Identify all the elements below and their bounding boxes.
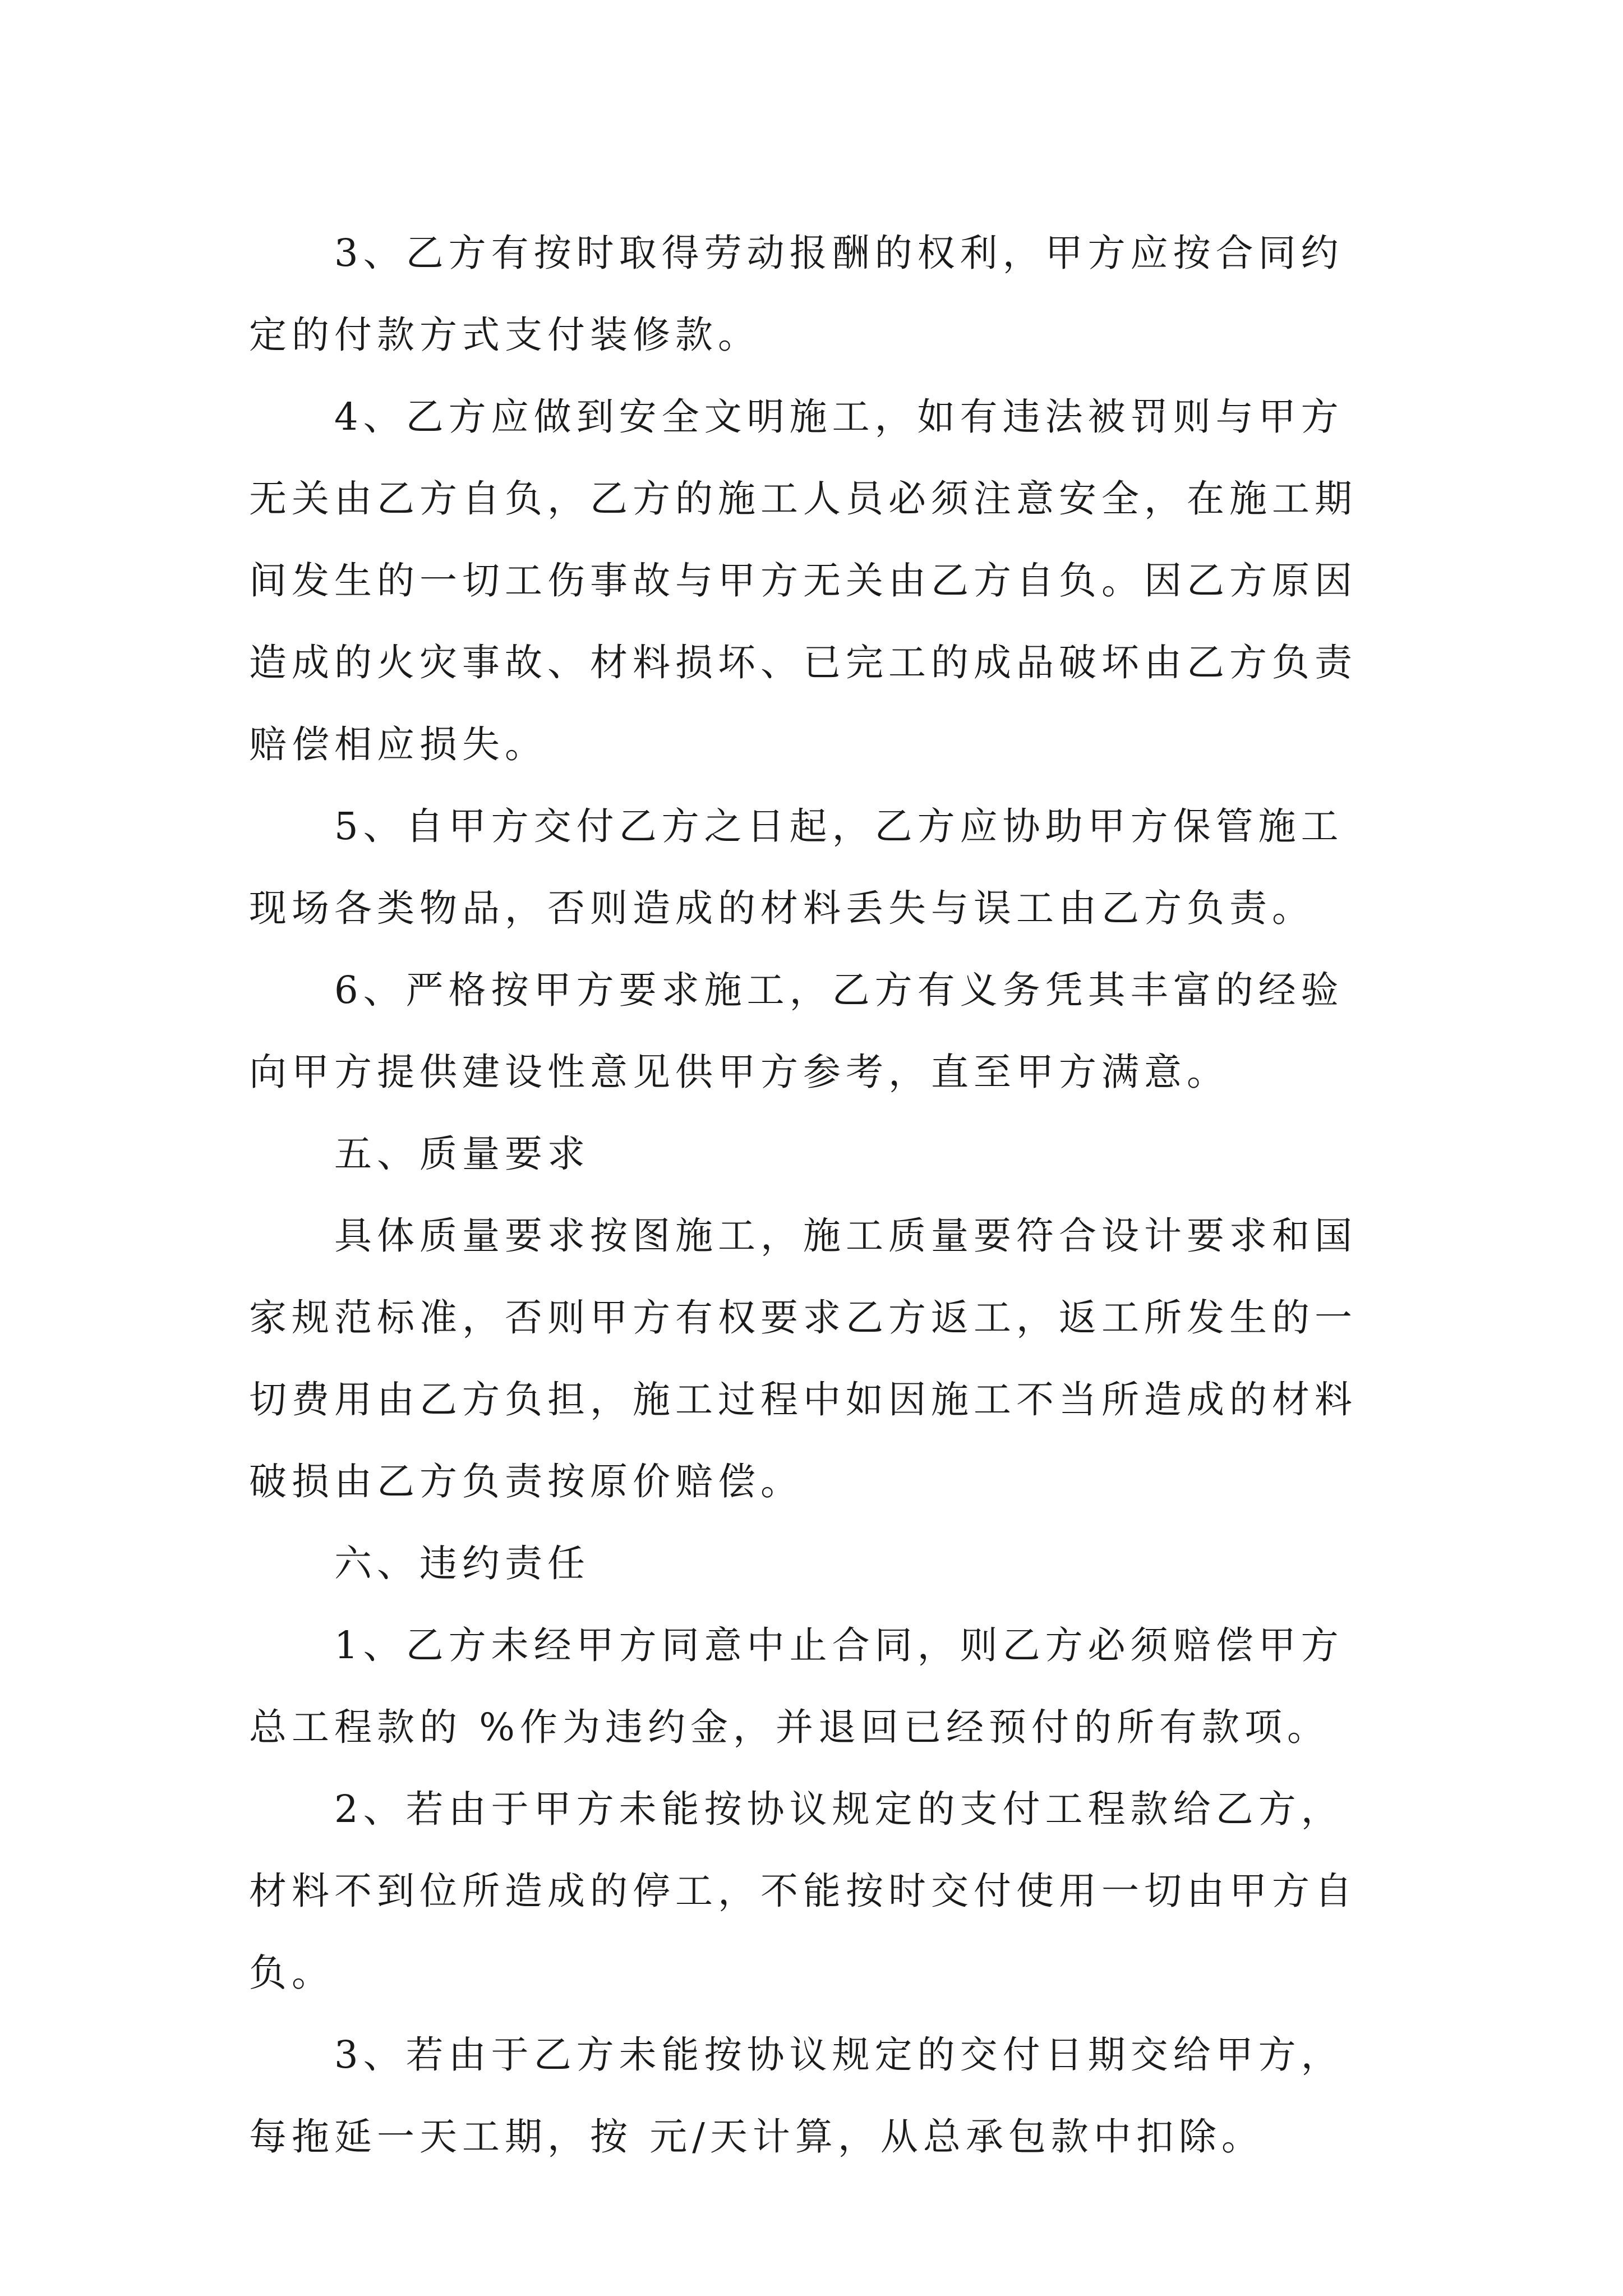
section-heading: 五、质量要求 <box>334 1132 590 1176</box>
paragraph-line: 家规范标准，否则甲方有权要求乙方返工，返工所发生的一 <box>249 1296 1357 1340</box>
paragraph-line: 向甲方提供建设性意见供甲方参考，直至甲方满意。 <box>249 1050 1229 1094</box>
paragraph-line: 定的付款方式支付装修款。 <box>249 313 760 357</box>
paragraph-line: 1、乙方未经甲方同意中止合同，则乙方必须赔偿甲方 <box>334 1623 1344 1667</box>
paragraph-line: 赔偿相应损失。 <box>249 723 547 766</box>
paragraph-line: 3、若由于乙方未能按协议规定的交付日期交给甲方， <box>334 2033 1344 2077</box>
paragraph-line: 6、严格按甲方要求施工，乙方有义务凭其丰富的经验 <box>334 968 1344 1012</box>
paragraph-line: 负。 <box>249 1951 334 1995</box>
paragraph-line: 材料不到位所造成的停工，不能按时交付使用一切由甲方自 <box>249 1869 1357 1913</box>
document-body <box>249 212 1376 2178</box>
paragraph-line: 具体质量要求按图施工，施工质量要符合设计要求和国 <box>334 1214 1357 1258</box>
paragraph-line: 2、若由于甲方未能按协议规定的支付工程款给乙方， <box>334 1787 1344 1831</box>
paragraph-line: 总工程款的 %作为违约金，并退回已经预付的所有款项。 <box>249 1705 1330 1749</box>
paragraph-line: 每拖延一天工期，按 元/天计算，从总承包款中扣除。 <box>249 2115 1264 2159</box>
paragraph-line: 造成的火灾事故、材料损坏、已完工的成品破坏由乙方负责 <box>249 641 1357 684</box>
paragraph-line: 3、乙方有按时取得劳动报酬的权利，甲方应按合同约 <box>334 231 1344 275</box>
paragraph-line: 切费用由乙方负担，施工过程中如因施工不当所造成的材料 <box>249 1378 1357 1421</box>
paragraph-line: 5、自甲方交付乙方之日起，乙方应协助甲方保管施工 <box>334 804 1344 848</box>
paragraph-line: 4、乙方应做到安全文明施工，如有违法被罚则与甲方 <box>334 395 1344 439</box>
section-heading: 六、违约责任 <box>334 1542 590 1585</box>
paragraph-line: 无关由乙方自负，乙方的施工人员必须注意安全，在施工期 <box>249 477 1357 521</box>
paragraph-line: 间发生的一切工伤事故与甲方无关由乙方自负。因乙方原因 <box>249 559 1357 602</box>
paragraph-line: 破损由乙方负责按原价赔偿。 <box>249 1460 803 1503</box>
paragraph-line: 现场各类物品，否则造成的材料丢失与误工由乙方负责。 <box>249 886 1315 930</box>
